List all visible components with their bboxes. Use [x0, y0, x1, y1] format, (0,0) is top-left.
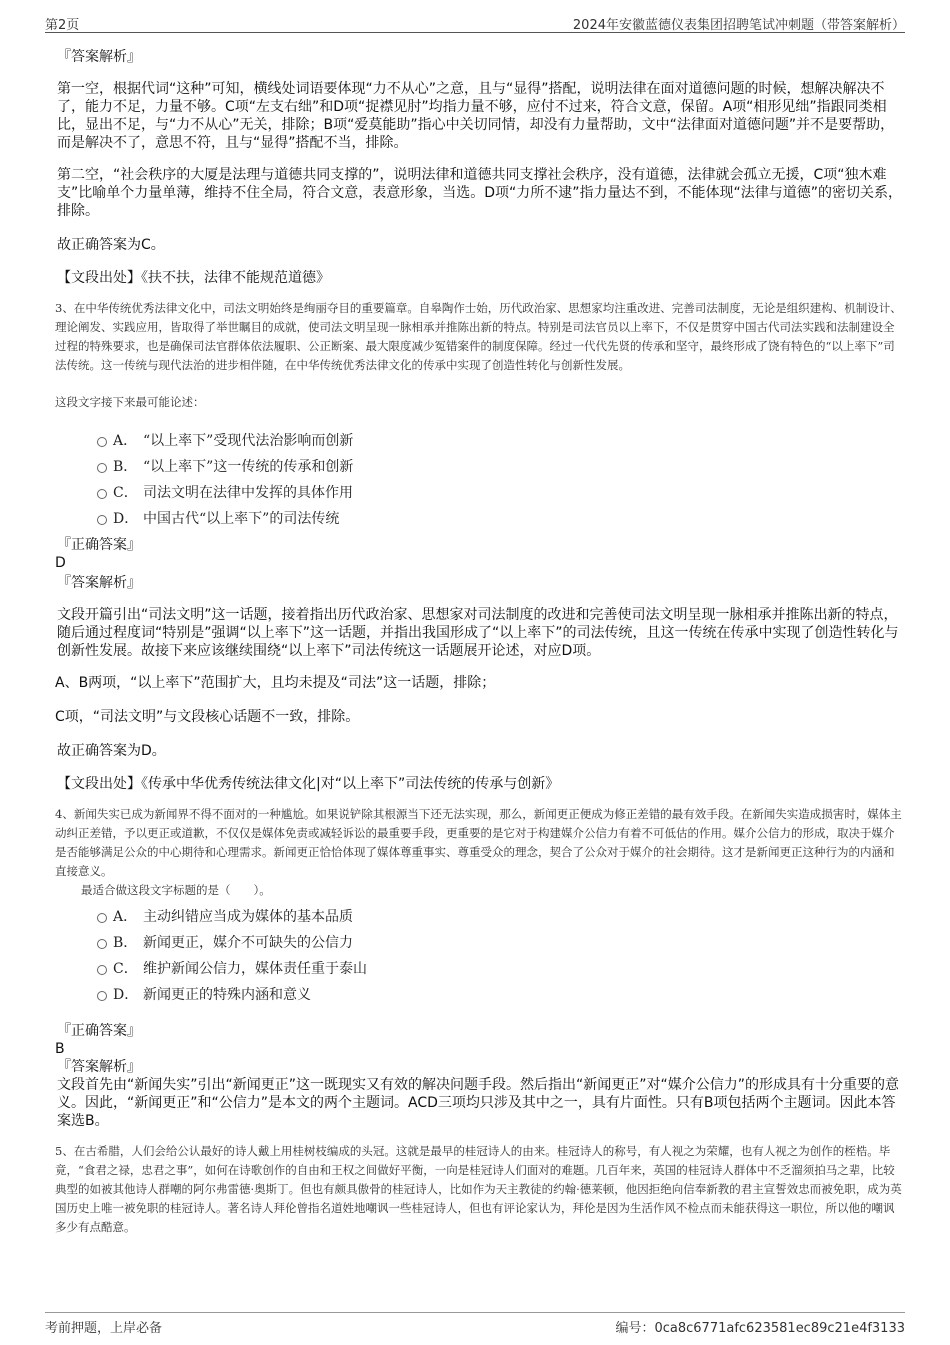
q4-stem: 4、新闻失实已成为新闻界不得不面对的一种尴尬。如果说铲除其根源当下还无法实现，那么，新闻更正便成为修正差错的最有效手段。在新闻失实造成损害时，媒体主动纠正差错，予以更正或道歉，不仅仅是媒体免责或减轻诉讼的最重要手段，更重要的是它对于构建媒介公信力有着不可低估的作用。媒介公信力的形成，取决于媒介是否能够满足公众的中心期待和心理需求。新闻更正恰恰体现了媒体尊重事实、尊重受众的理念，契合了公众对于媒介的社会期待。这才是新闻更正这种行为的内涵和直接意义。 — [55, 807, 902, 878]
q3-question: 这段文字接下来最可能论述： — [55, 395, 205, 409]
radio-icon[interactable] — [97, 939, 107, 949]
q4-options — [55, 904, 905, 1008]
radio-icon[interactable] — [97, 437, 107, 447]
footer-slogan: 考前押题，上岸必备 — [45, 1321, 163, 1336]
q2-analysis-label: 『答案解析』 — [57, 49, 141, 65]
q3-analysis-p1: 文段开篇引出“司法文明”这一话题，接着指出历代政治家、思想家对司法制度的改进和完善使司法文明呈现一脉相承并推陈出新的特点，随后通过程度词“特别是”强调“以上率下”这一话题，并指出我国形成了“以上率下”的司法传统，且这一传统在传承中实现了创造性转化与创新性发展。故接下来应该继续围绕“以上率下”司法传统这一话题展开论述，对应D项。 — [57, 607, 899, 659]
q3-option-c[interactable]: C． 司法文明在法律中发挥的具体作用 — [55, 480, 905, 506]
q4-option-b[interactable]: B． 新闻更正，媒介不可缺失的公信力 — [55, 930, 905, 956]
q4-option-c[interactable]: C． 维护新闻公信力，媒体责任重于泰山 — [55, 956, 905, 982]
document-title: 2024年安徽蓝德仪表集团招聘笔试冲刺题（带答案解析） — [572, 18, 905, 33]
document-id: 编号：0ca8c6771afc623581ec89c21e4f3133 — [615, 1321, 905, 1336]
q5-stem: 5、在古希腊，人们会给公认最好的诗人戴上用桂树枝编成的头冠。这就是最早的桂冠诗人的由来。桂冠诗人的称号，有人视之为荣耀，也有人视之为创作的桎梏。毕竟，“食君之禄，忠君之事”，如何在诗歌创作的自由和王权之间做好平衡，一向是桂冠诗人们面对的难题。几百年来，英国的桂冠诗人群体中不乏溜须拍马之辈，比较典型的如被其他诗人群嘲的阿尔弗雷德·奥斯丁。但也有颇具傲骨的桂冠诗人，比如作为天主教徒的约翰·德莱顿，他因拒绝向信奉新教的君主宣誓效忠而被免职，成为英国历史上唯一被免职的桂冠诗人。著名诗人拜伦曾指名道姓地嘲讽一些桂冠诗人，但也有评论家认为，拜伦是因为生活作风不检点而未能获得这一职位，所以他的嘲讽多少有点酷意。 — [55, 1144, 902, 1234]
radio-icon[interactable] — [97, 463, 107, 473]
q3-analysis-p2: A、B两项，“以上率下”范围扩大，且均未提及“司法”这一话题，排除； — [55, 675, 496, 691]
page-number: 第2页 — [45, 18, 80, 33]
q3-stem: 3、在中华传统优秀法律文化中，司法文明始终是绚丽夺目的重要篇章。自皋陶作士始，历代政治家、思想家均注重改进、完善司法制度，无论是组织建构、机制设计、理论阐发、实践应用，皆取得了举世瞩目的成就，使司法文明呈现一脉相承并推陈出新的特点。特别是司法官员以上率下，不仅是贯穿中国古代司法实践和法制建设全过程的特殊要求，也是确保司法官群体依法履职、公正断案、最大限度减少冤错案件的制度保障。经过一代代先贤的传承和坚守，最终形成了饶有特色的“以上率下”司法传统。这一传统与现代法治的进步相伴随，在中华传统优秀法律文化的传承中实现了创造性转化与创新性发展。 — [55, 301, 902, 372]
radio-icon[interactable] — [97, 991, 107, 1001]
q4-analysis-label: 『答案解析』 — [57, 1059, 141, 1075]
q3-source: 【文段出处】《传承中华优秀传统法律文化|对“以上率下”司法传统的传承与创新》 — [57, 776, 560, 792]
q3-analysis-label: 『答案解析』 — [57, 575, 141, 591]
q3-correct-answer: D — [55, 555, 66, 571]
radio-icon[interactable] — [97, 489, 107, 499]
q3-correct-label: 『正确答案』 — [57, 537, 141, 553]
page-content — [55, 44, 905, 1237]
q4-question: 最适合做这段文字标题的是（ ）。 — [81, 883, 271, 897]
q3-option-a[interactable]: A． “以上率下”受现代法治影响而创新 — [55, 428, 905, 454]
page-header — [45, 12, 905, 33]
page-footer — [45, 1312, 905, 1336]
q3-option-b[interactable]: B． “以上率下”这一传统的传承和创新 — [55, 454, 905, 480]
radio-icon[interactable] — [97, 913, 107, 923]
q4-correct-answer: B — [55, 1041, 65, 1057]
q4-option-a[interactable]: A． 主动纠错应当成为媒体的基本品质 — [55, 904, 905, 930]
q2-analysis-p1: 第一空，根据代词“这种”可知，横线处词语要体现“力不从心”之意，且与“显得”搭配，说明法律在面对道德问题的时候，想解决解决不了，能力不足，力量不够。C项“左支右绌”和D项“捉襟见肘”均指力量不够，应付不过来，符合文意，保留。A项“相形见绌”指跟同类相比，显出不足，与“力不从心”无关，排除；B项“爱莫能助”指心中关切同情，却没有力量帮助，文中“法律面对道德问题”并不是要帮助，而是解决不了，意思不符，且与“显得”搭配不当，排除。 — [57, 81, 895, 151]
q2-analysis-p2: 第二空，“社会秩序的大厦是法理与道德共同支撑的”，说明法律和道德共同支撑社会秩序，没有道德，法律就会孤立无援，C项“独木难支”比喻单个力量单薄，维持不住全局，符合文意，表意形象，当选。D项“力所不逮”指力量达不到，不能体现“法律与道德”的密切关系，排除。 — [57, 167, 903, 219]
q4-correct-label: 『正确答案』 — [57, 1023, 141, 1039]
q3-options — [55, 428, 905, 532]
q3-analysis-p3: C项，“司法文明”与文段核心话题不一致，排除。 — [55, 709, 360, 725]
q4-analysis-p1: 文段首先由“新闻失实”引出“新闻更正”这一既现实又有效的解决问题手段。然后指出“新闻更正”对“媒介公信力”的形成具有十分重要的意义。因此，“新闻更正”和“公信力”是本文的两个主题词。ACD三项均只涉及其中之一，具有片面性。只有B项包括两个主题词。因此本答案选B。 — [57, 1077, 900, 1129]
q2-conclusion: 故正确答案为C。 — [57, 237, 165, 253]
q3-option-d[interactable]: D． 中国古代“以上率下”的司法传统 — [55, 506, 905, 532]
q2-source: 【文段出处】《扶不扶，法律不能规范道德》 — [57, 270, 330, 286]
radio-icon[interactable] — [97, 965, 107, 975]
q3-conclusion: 故正确答案为D。 — [57, 743, 166, 759]
q4-option-d[interactable]: D． 新闻更正的特殊内涵和意义 — [55, 982, 905, 1008]
radio-icon[interactable] — [97, 515, 107, 525]
